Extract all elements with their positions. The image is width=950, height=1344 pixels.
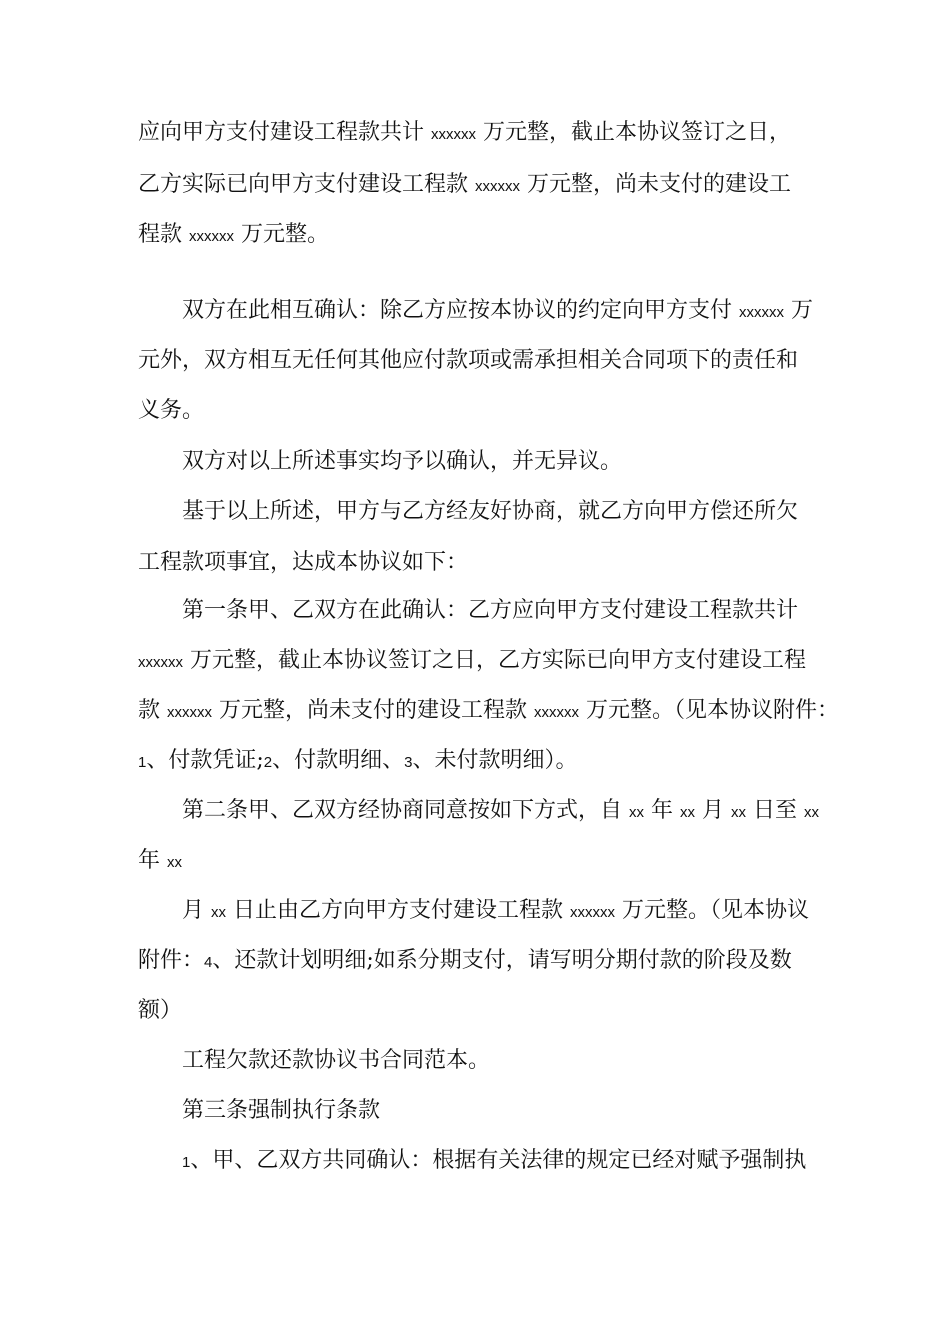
- text-line: 1、甲、乙双方共同确认：根据有关法律的规定已经对赋予强制执: [182, 1148, 807, 1173]
- text-line: xxxxxx 万元整，截止本协议签订之日，乙方实际已向甲方支付建设工程: [138, 648, 806, 673]
- text-line: 工程欠款还款协议书合同范本。: [182, 1048, 491, 1073]
- text-line: 工程款项事宜，达成本协议如下：: [138, 550, 469, 575]
- text-line: 程款 xxxxxx 万元整。: [138, 222, 329, 247]
- text-line: 附件：4、还款计划明细;如系分期支付，请写明分期付款的阶段及数: [138, 948, 792, 973]
- text-line: 元外，双方相互无任何其他应付款项或需承担相关合同项下的责任和: [138, 348, 799, 373]
- text-line: 第一条甲、乙双方在此确认：乙方应向甲方支付建设工程款共计: [182, 598, 799, 623]
- text-line: 额）: [138, 998, 183, 1023]
- text-line: 月 xx 日止由乙方向甲方支付建设工程款 xxxxxx 万元整。（见本协议: [182, 898, 809, 923]
- text-line: 双方对以上所述事实均予以确认，并无异议。: [182, 449, 623, 474]
- text-line: 义务。: [138, 398, 205, 423]
- text-line: 款 xxxxxx 万元整，尚未支付的建设工程款 xxxxxx 万元整。（见本协议附件：: [138, 698, 839, 723]
- text-line: 乙方实际已向甲方支付建设工程款 xxxxxx 万元整，尚未支付的建设工: [138, 172, 791, 197]
- text-line: 1、付款凭证;2、付款明细、3、未付款明细）。: [138, 748, 578, 773]
- text-line: 应向甲方支付建设工程款共计 xxxxxx 万元整，截止本协议签订之日，: [138, 120, 791, 145]
- text-line: 基于以上所述，甲方与乙方经友好协商，就乙方向甲方偿还所欠: [182, 499, 799, 524]
- text-line: 第三条强制执行条款: [182, 1098, 381, 1123]
- text-line: 第二条甲、乙双方经协商同意按如下方式，自 xx 年 xx 月 xx 日至 xx: [182, 798, 819, 823]
- text-line: 年 xx: [138, 848, 182, 873]
- text-line: 双方在此相互确认：除乙方应按本协议的约定向甲方支付 xxxxxx 万: [182, 298, 813, 323]
